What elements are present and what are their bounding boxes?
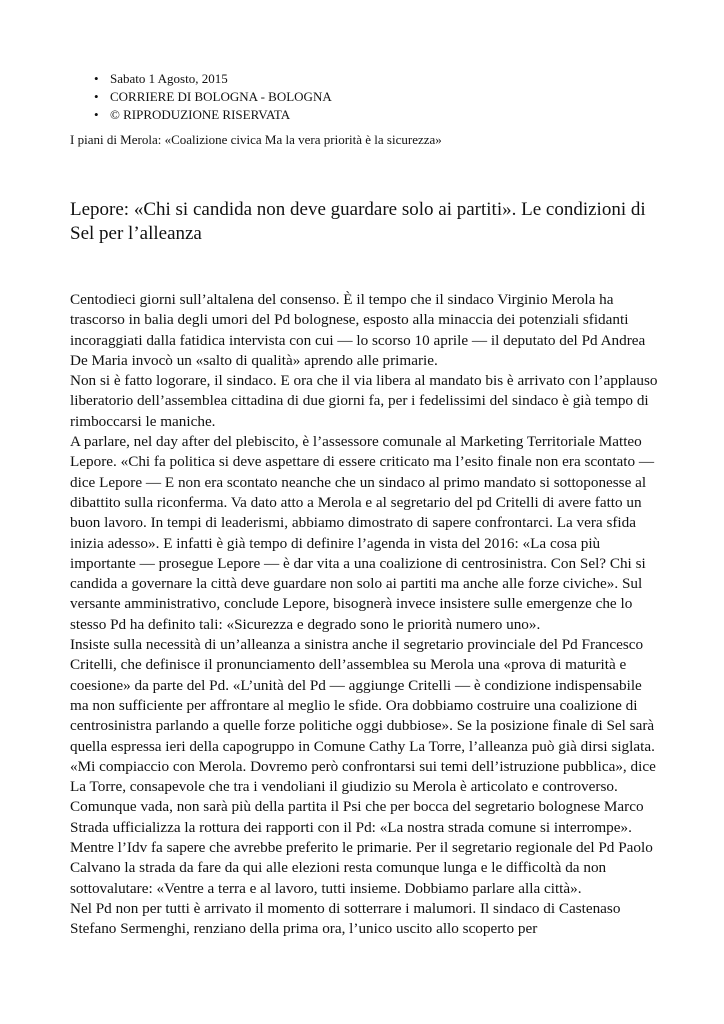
body-paragraph: Insiste sulla necessità di un’alleanza a sinistra anche il segretario provinciale del Pd Francesco Critelli, che definisce il pronunciamento dell’assemblea su Merola una «prova di maturità e coesione» da parte del Pd. «L’unità del Pd — aggiunge Critelli — è condizione indispensabile ma non sufficiente per affrontare al meglio le sfide. Ora dobbiamo costruire una coalizione di centrosinistra parlando a quelle forze politiche oggi dubbiose». Se la posizione finale di Sel sarà quella espressa ieri della capogruppo in Comune Cathy La Torre, l’alleanza può già dirsi siglata. «Mi compiaccio con Merola. Dovremo però confrontarsi sui temi dell’istruzione pubblica», dice La Torre, consapevole che tra i vendoliani il giudizio su Merola è articolato e controverso. — [70, 636, 656, 796]
meta-copyright: © RIPRODUZIONE RISERVATA — [110, 107, 291, 122]
body-paragraph: Comunque vada, non sarà più della partita il Psi che per bocca del segretario bolognese Marco Strada ufficializza la rottura dei rapporti con il Pd: «La nostra strada comune si interrompe». Mentre l’Idv fa sapere che avrebbe preferito le primarie. Per il segretario regionale del Pd Paolo Calvano la strada da fare da qui alle elezioni resta comunque lunga e le difficoltà da non sottovalutare: «Ventre a terra e al lavoro, tutti insieme. Dobbiamo parlare alla città». — [70, 798, 653, 897]
meta-item-copyright — [94, 106, 332, 124]
meta-source: CORRIERE DI BOLOGNA - BOLOGNA — [110, 89, 332, 104]
bullet-icon: • — [94, 89, 99, 104]
body-paragraph: A parlare, nel day after del plebiscito, è l’assessore comunale al Marketing Territoriale Matteo Lepore. «Chi fa politica si deve aspettare di essere criticato ma l’esito finale non era scontato — dice Lepore — E non era scontato neanche che un sindaco al primo mandato si sottoponesse al dibattito sulla riconferma. Va dato atto a Merola e al segretario del pd Critelli di avere fatto un buon lavoro. In tempi di leaderismi, abbiamo dimostrato di sapere confrontarci. La vera sfida inizia adesso». E infatti è già tempo di definire l’agenda in vista del 2016: «La cosa più importante — prosegue Lepore — è dar vita a una coalizione di centrosinistra. Con Sel? Chi si candida a governare la città deve guardare non solo ai partiti ma anche alle forze civiche». Sul versante amministrativo, conclude Lepore, bisognerà invece insistere sulle emergenze che lo stesso Pd ha definito tali: «Sicurezza e degrado sono le priorità numero uno». — [70, 433, 655, 633]
meta-item-date — [94, 70, 332, 88]
meta-date: Sabato 1 Agosto, 2015 — [110, 71, 228, 86]
bullet-icon: • — [94, 71, 99, 86]
meta-item-source — [94, 88, 332, 106]
body-paragraph: Centodieci giorni sull’altalena del consenso. È il tempo che il sindaco Virginio Merola ha trascorso in balia degli umori del Pd bolognese, esposto alla minaccia dei potenziali sfidanti incoraggiati dalla fatidica intervista con cui — lo scorso 10 aprile — il deputato del Pd Andrea De Maria invocò un «salto di qualità» aprendo alle primarie. — [70, 291, 646, 369]
article-subtitle: I piani di Merola: «Coalizione civica Ma la vera priorità è la sicurezza» — [70, 132, 442, 147]
body-paragraph: Non si è fatto logorare, il sindaco. E ora che il via libera al mandato bis è arrivato con l’applauso liberatorio dell’assemblea cittadina di due giorni fa, per i fedelissimi del sindaco è già tempo di rimboccarsi le maniche. — [70, 372, 658, 430]
bullet-icon: • — [94, 107, 99, 122]
article-meta-list — [94, 70, 332, 124]
article-headline: Lepore: «Chi si candida non deve guardare solo ai partiti». Le condizioni di Sel per l’alleanza — [70, 199, 646, 244]
body-paragraph: Nel Pd non per tutti è arrivato il momento di sotterrare i malumori. Il sindaco di Castenaso Stefano Sermenghi, renziano della prima ora, l’unico uscito allo scoperto per — [70, 899, 621, 938]
article-body — [70, 290, 660, 940]
